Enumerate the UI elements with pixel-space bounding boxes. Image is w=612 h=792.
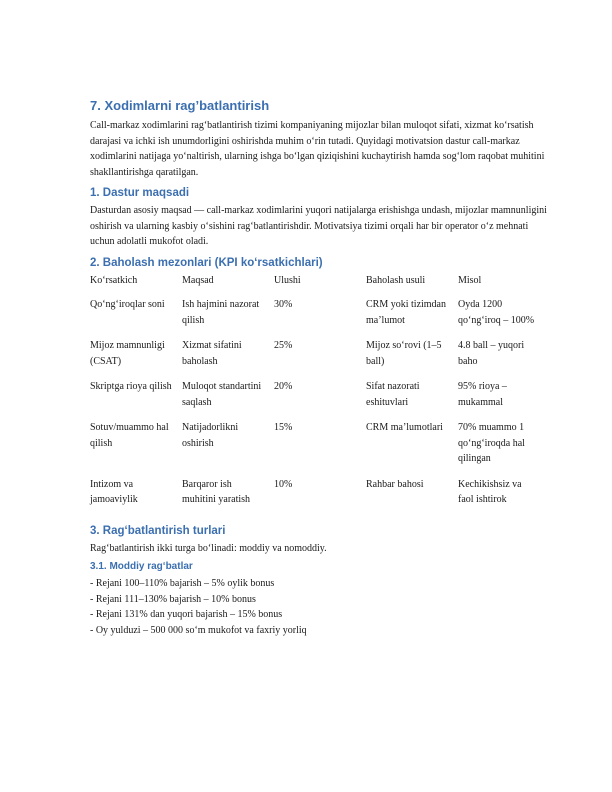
table-cell: 10%	[274, 478, 293, 490]
column-header-goal: Maqsad	[182, 274, 214, 286]
list-item: - Rejani 131% dan yuqori bajarish – 15% bonus	[90, 609, 283, 620]
subsection-3-1-title: 3.1. Moddiy rag‘batlar	[90, 561, 193, 572]
material-incentives-list	[90, 576, 552, 638]
table-cell: Mijoz so‘rovi (1–5 ball)	[366, 340, 442, 367]
table-row	[90, 297, 544, 338]
table-row	[90, 420, 544, 477]
list-item: - Rejani 111–130% bajarish – 10% bonus	[90, 593, 256, 605]
table-cell: Xizmat sifatini baholash	[182, 340, 242, 367]
table-cell: CRM yoki tizimdan ma’lumot	[366, 299, 446, 326]
table-cell: Muloqot standartini saqlash	[182, 381, 262, 408]
section-3-title: 3. Rag‘batlantirish turlari	[90, 524, 226, 537]
table-cell: Sotuv/muammo hal qilish	[90, 422, 169, 449]
table-cell: 70% muammo 1 qo‘ng‘iroqda hal qilingan	[458, 422, 525, 464]
table-cell: CRM ma’lumotlari	[366, 422, 443, 433]
column-header-example: Misol	[458, 274, 482, 286]
table-cell: Skriptga rioya qilish	[90, 381, 172, 392]
list-item: - Oy yulduzi – 500 000 so‘m mukofot va faxriy yorliq	[90, 624, 307, 636]
table-cell: Kechikishsiz va faol ishtirok	[458, 478, 522, 505]
table-cell: 15%	[274, 422, 293, 433]
section-1-text: Dasturdan asosiy maqsad — call-markaz xodimlarini yuqori natijalarga erishishga undash, mijozlar mamnunligini oshirish va ularning kasbiy o‘sishini rag‘batlantirishdir. Motivatsiya tizimi orqali har bir operator o‘z mehnati uchun adolatli mukofot oladi.	[90, 205, 547, 247]
table-cell: 95% rioya – mukammal	[458, 381, 507, 408]
column-header-indicator: Ko‘rsatkich	[90, 274, 138, 286]
table-cell: 25%	[274, 340, 293, 351]
table-cell: 20%	[274, 381, 293, 392]
column-header-share: Ulushi	[274, 274, 301, 286]
section-7-title: 7. Xodimlarni rag’batlantirish	[90, 98, 270, 113]
table-cell: Rahbar bahosi	[366, 478, 424, 490]
table-cell: Natijadorlikni oshirish	[182, 422, 239, 449]
table-cell: Intizom va jamoaviylik	[90, 478, 138, 505]
table-cell: Sifat nazorati eshituvlari	[366, 381, 420, 408]
section-1-title: 1. Dastur maqsadi	[90, 187, 190, 199]
table-row	[90, 477, 544, 518]
table-cell: Barqaror ish muhitini yaratish	[182, 478, 251, 505]
table-cell: Ish hajmini nazorat qilish	[182, 299, 260, 326]
table-cell: Mijoz mamnunligi (CSAT)	[90, 340, 165, 367]
table-cell: 30%	[274, 299, 293, 310]
table-cell: Qo‘ng‘iroqlar soni	[90, 299, 165, 310]
table-cell: Oyda 1200 qo‘ng‘iroq – 100%	[458, 299, 535, 326]
table-row	[90, 338, 544, 379]
section-3-text: Rag‘batlantirish ikki turga bo‘linadi: moddiy va nomoddiy.	[90, 542, 327, 554]
kpi-table	[90, 273, 544, 518]
table-header-row	[90, 273, 544, 298]
section-2-title: 2. Baholash mezonlari (KPI ko‘rsatkichlari)	[90, 256, 323, 269]
list-item: - Rejani 100–110% bajarish – 5% oylik bonus	[90, 578, 275, 589]
table-cell: 4.8 ball – yuqori baho	[458, 340, 525, 367]
section-7-intro: Call-markaz xodimlarini rag‘batlantirish tizimi kompaniyaning mijozlar bilan muloqot sifati, xizmat ko‘rsatish darajasi va ichki ish unumdorligini oshirishda muhim o‘rin tutadi. Quyidagi motivatsion dastur call-markaz xodimlarini natijaga yo‘naltirish, ularning ishga bo‘lgan qiziqishini kuchaytirish hamda sog‘lom raqobat muhitini shakllantirishga qaratilgan.	[90, 120, 545, 178]
column-header-method: Baholash usuli	[366, 274, 426, 286]
table-row	[90, 379, 544, 420]
